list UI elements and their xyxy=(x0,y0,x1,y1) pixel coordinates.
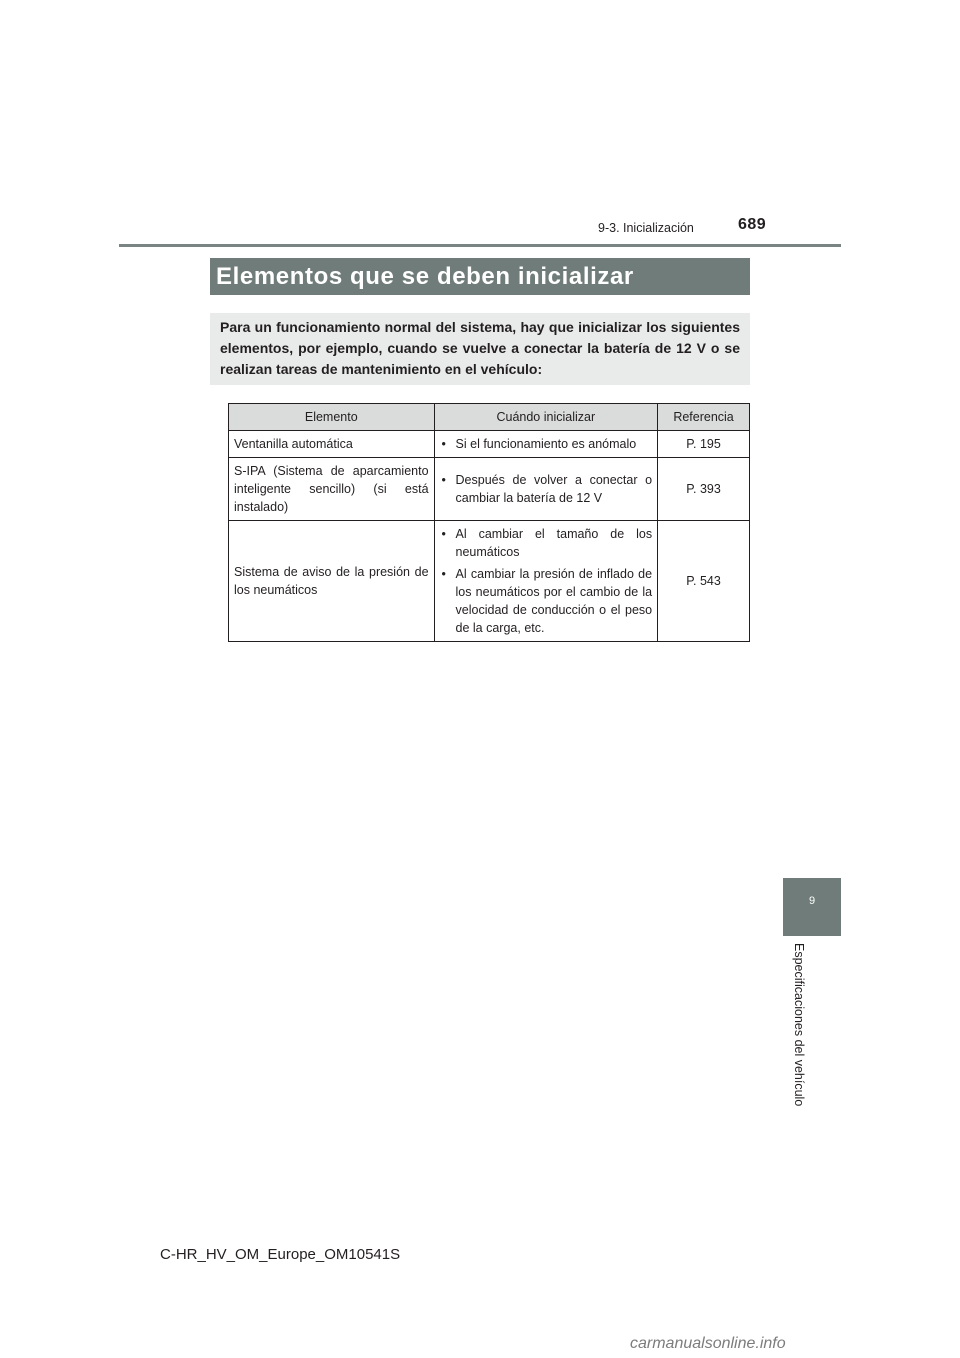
list-item xyxy=(440,525,653,561)
when-cell xyxy=(434,431,658,458)
bullet-glyph: • xyxy=(441,473,446,487)
when-cell xyxy=(434,458,658,521)
list-item xyxy=(440,471,653,507)
column-header-reference: Referencia xyxy=(658,404,750,431)
document-id: C-HR_HV_OM_Europe_OM10541S xyxy=(160,1246,401,1263)
when-text: Después de volver a conectar o cambiar la batería de 12 V xyxy=(455,473,653,505)
element-cell: Ventanilla automática xyxy=(229,431,435,458)
when-text: Si el funcionamiento es anómalo xyxy=(455,437,637,451)
chapter-label: Especificaciones del vehículo xyxy=(792,943,806,1107)
page-reference-link[interactable]: P. 195 xyxy=(658,431,750,458)
table-row xyxy=(229,521,750,642)
bullet-glyph: • xyxy=(441,567,446,581)
page-reference-link[interactable]: P. 393 xyxy=(658,458,750,521)
chapter-tab[interactable] xyxy=(783,878,841,936)
table-row xyxy=(229,431,750,458)
table-row xyxy=(229,458,750,521)
intro-paragraph: Para un funcionamiento normal del sistema, hay que inicializar los siguientes elementos, por ejemplo, cuando se vuelve a conectar la batería de 12 V o se realizan tareas de mantenimiento en el vehículo: xyxy=(210,313,750,385)
when-text: Al cambiar la presión de inflado de los neumáticos por el cambio de la velocidad de conducción o el peso de la carga, etc. xyxy=(455,567,653,635)
element-cell: Sistema de aviso de la presión de los neumáticos xyxy=(229,521,435,642)
page-reference-link[interactable]: P. 543 xyxy=(658,521,750,642)
table-header-row xyxy=(229,404,750,431)
when-cell xyxy=(434,521,658,642)
watermark: carmanualsonline.info xyxy=(630,1335,786,1352)
section-title: Elementos que se deben inicializar xyxy=(210,258,750,295)
header-divider xyxy=(119,244,841,247)
bullet-glyph: • xyxy=(441,527,446,541)
page-number: 689 xyxy=(738,216,767,233)
column-header-when: Cuándo inicializar xyxy=(434,404,658,431)
chapter-number: 9 xyxy=(808,895,816,907)
bullet-glyph: • xyxy=(441,437,446,451)
when-text: Al cambiar el tamaño de los neumáticos xyxy=(455,527,653,559)
section-reference: 9-3. Inicialización xyxy=(598,221,694,235)
initialization-table xyxy=(228,403,750,642)
element-cell: S-IPA (Sistema de aparcamiento inteligente sencillo) (si está instalado) xyxy=(229,458,435,521)
column-header-element: Elemento xyxy=(229,404,435,431)
list-item xyxy=(440,435,653,453)
list-item xyxy=(440,565,653,637)
